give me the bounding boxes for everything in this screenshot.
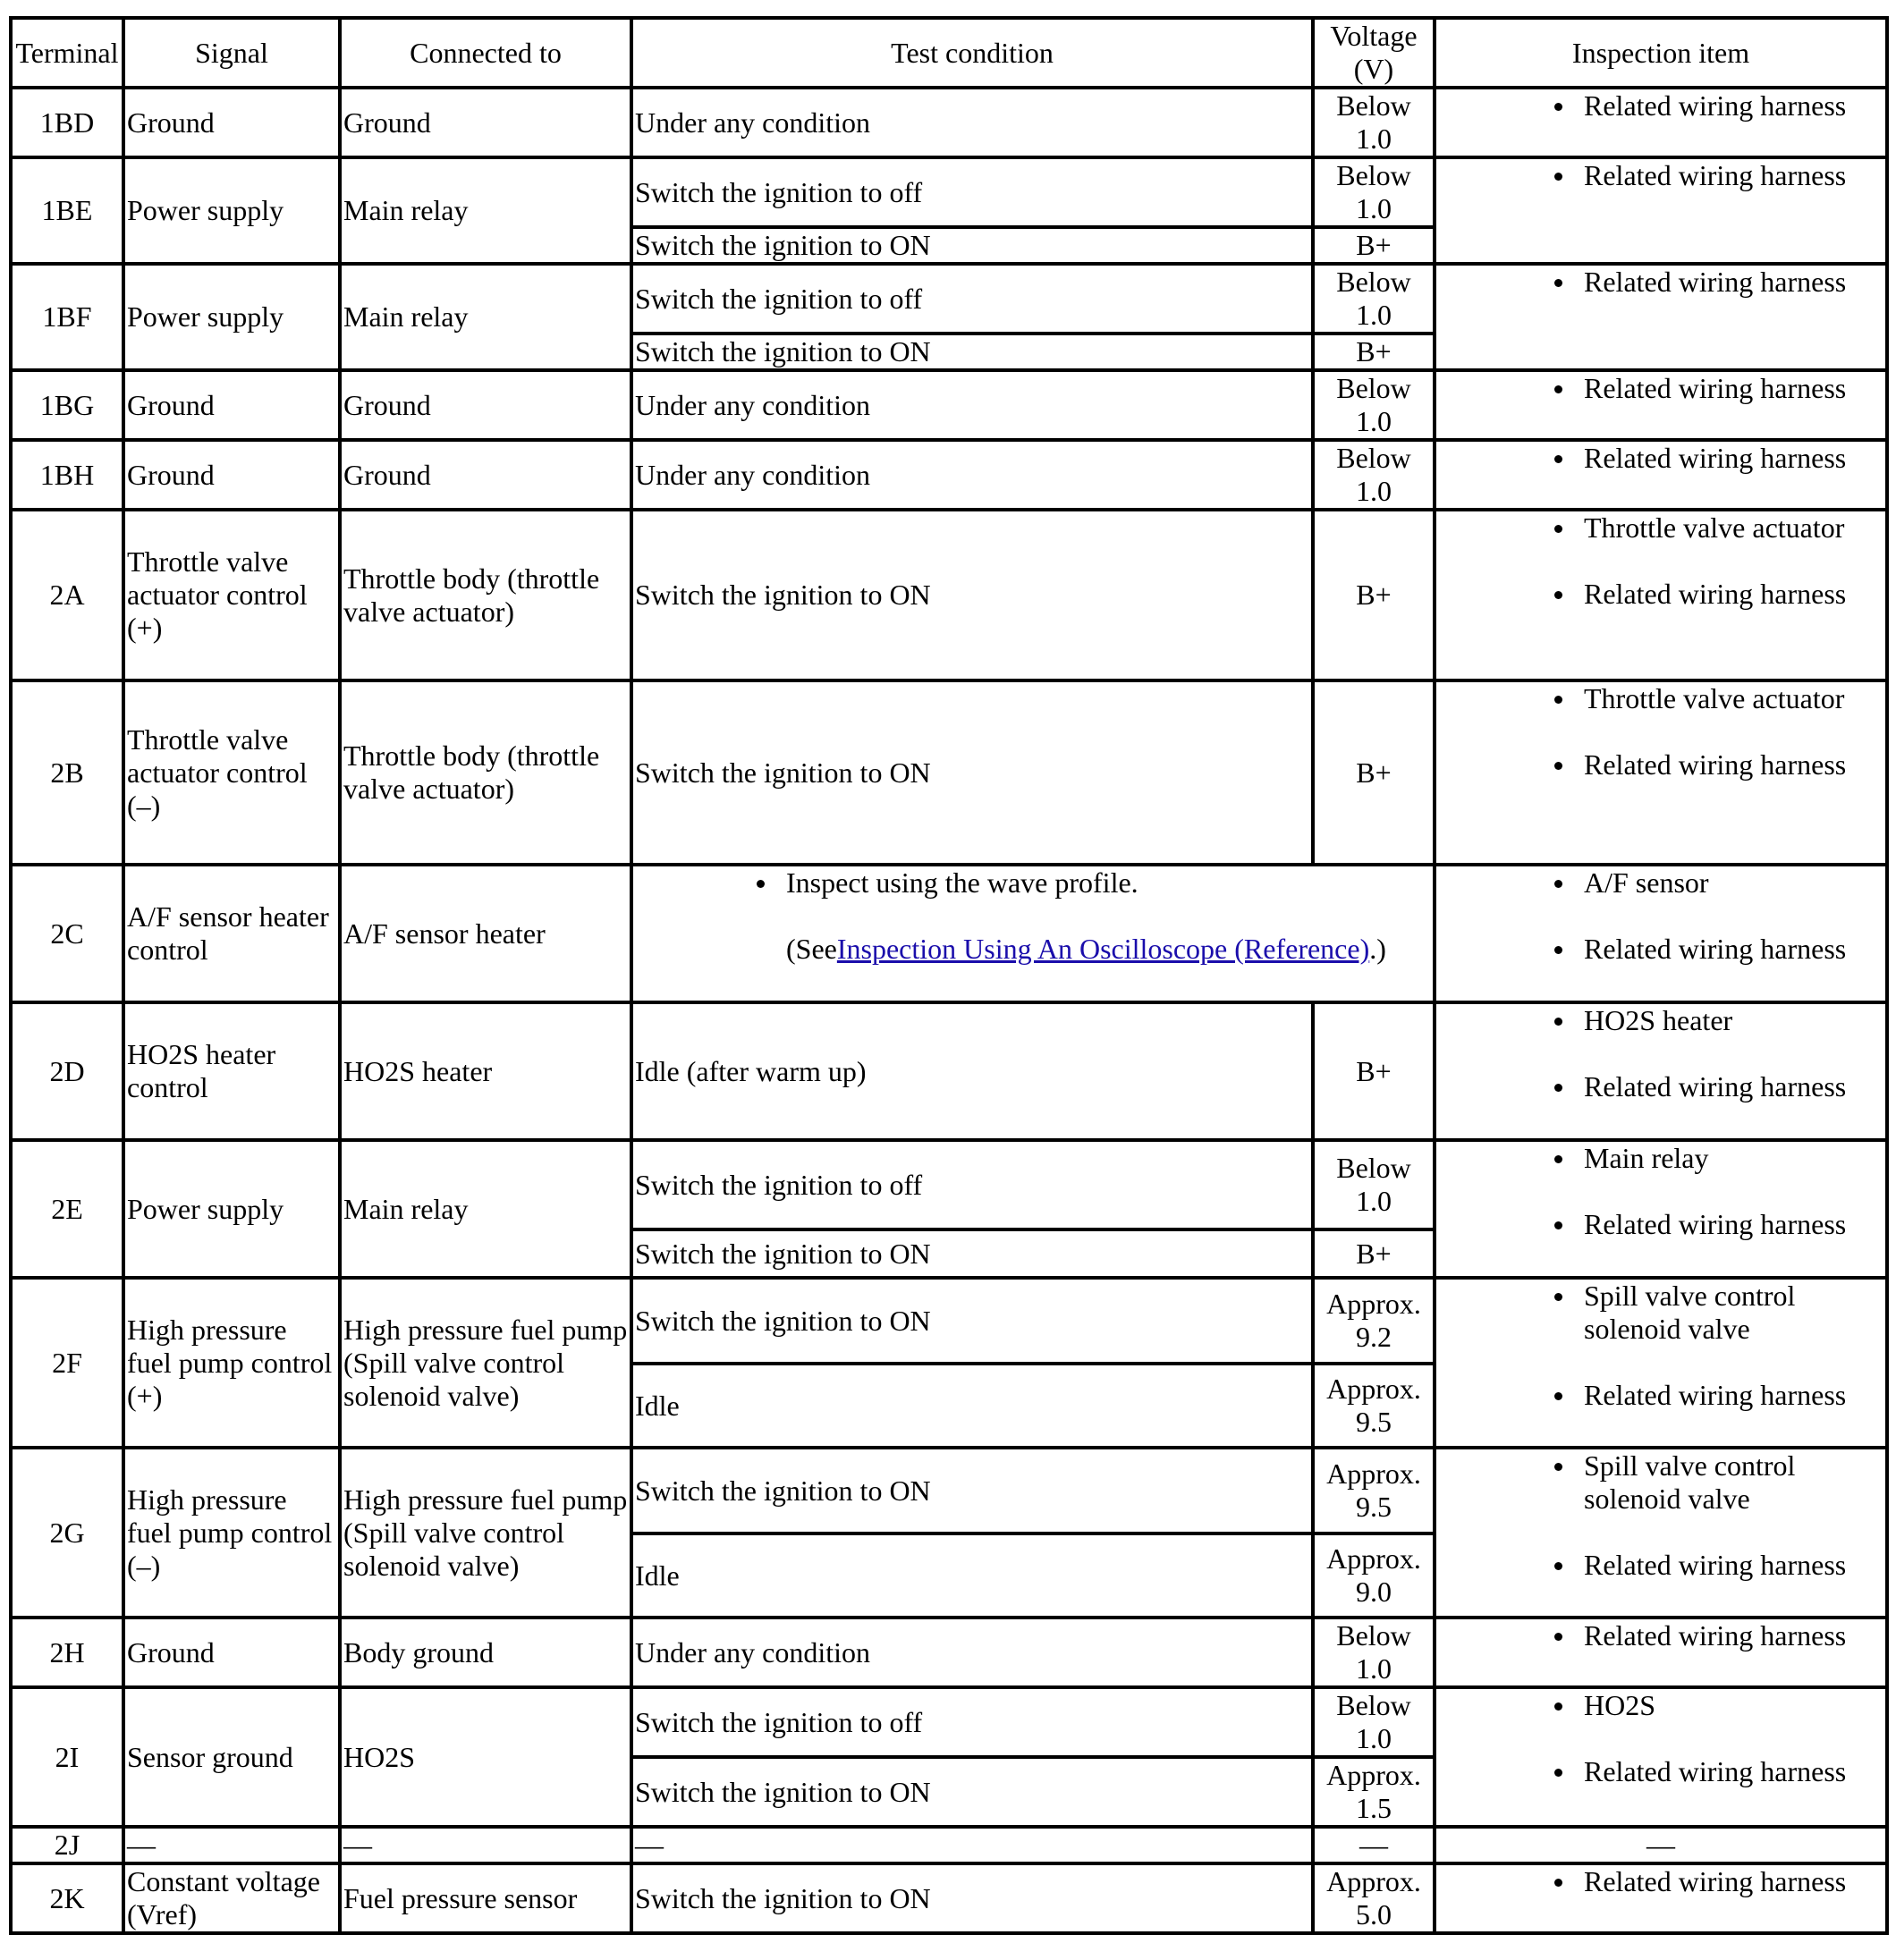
inspection-item: Main relay [1554, 1142, 1883, 1175]
header-test-condition: Test condition [631, 18, 1313, 88]
header-voltage: Voltage (V) [1313, 18, 1435, 88]
wave-profile-cell [631, 865, 1435, 1002]
connected-to-cell: Ground [340, 88, 631, 157]
terminal-cell: 2F [11, 1278, 123, 1448]
inspection-list [1554, 1142, 1883, 1241]
table-row [11, 1002, 1887, 1140]
table-row [11, 680, 1887, 865]
signal-cell: High pressure fuel pump control (+) [123, 1278, 340, 1448]
connected-to-cell: — [340, 1827, 631, 1863]
signal-cell: Constant voltage (Vref) [123, 1863, 340, 1933]
terminal-cell: 1BG [11, 370, 123, 440]
voltage-cell: B+ [1313, 227, 1435, 264]
terminal-cell: 2C [11, 865, 123, 1002]
table-row [11, 1278, 1887, 1364]
inspection-list [1554, 442, 1883, 475]
terminal-cell: 2H [11, 1618, 123, 1687]
table-body [11, 88, 1887, 1933]
connected-to-cell: HO2S [340, 1687, 631, 1827]
oscilloscope-reference-link[interactable]: Inspection Using An Oscilloscope (Reference) [836, 933, 1370, 965]
connected-to-cell: A/F sensor heater [340, 865, 631, 1002]
inspection-cell [1435, 157, 1887, 264]
voltage-cell: Below 1.0 [1313, 264, 1435, 334]
voltage-cell: Approx. 9.5 [1313, 1364, 1435, 1448]
test-condition-cell: Under any condition [631, 440, 1313, 510]
terminal-cell: 1BH [11, 440, 123, 510]
inspection-cell [1435, 1448, 1887, 1618]
inspection-item: Related wiring harness [1554, 372, 1883, 405]
signal-cell: Ground [123, 440, 340, 510]
inspection-item: Throttle valve actuator [1554, 511, 1883, 545]
document-page [9, 16, 1885, 1935]
signal-cell: Ground [123, 88, 340, 157]
signal-cell: Throttle valve actuator control (–) [123, 680, 340, 865]
terminal-cell: 1BF [11, 264, 123, 370]
test-condition-cell: Switch the ignition to ON [631, 510, 1313, 680]
inspection-item: Related wiring harness [1554, 1379, 1883, 1412]
header-connected-to: Connected to [340, 18, 631, 88]
inspection-item: Related wiring harness [1554, 933, 1883, 966]
table-row [11, 1140, 1887, 1229]
voltage-cell: Below 1.0 [1313, 88, 1435, 157]
test-condition-cell: Under any condition [631, 370, 1313, 440]
inspection-cell: — [1435, 1827, 1887, 1863]
test-condition-cell: Switch the ignition to off [631, 1687, 1313, 1757]
table-row [11, 510, 1887, 680]
table-row [11, 264, 1887, 334]
inspection-item: A/F sensor [1554, 866, 1883, 900]
test-condition-cell: Idle (after warm up) [631, 1002, 1313, 1140]
connected-to-cell: High pressure fuel pump (Spill valve control solenoid valve) [340, 1278, 631, 1448]
connected-to-cell: Main relay [340, 157, 631, 264]
header-terminal: Terminal [11, 18, 123, 88]
test-condition-cell: Switch the ignition to ON [631, 1229, 1313, 1278]
voltage-cell: B+ [1313, 680, 1435, 865]
signal-cell: HO2S heater control [123, 1002, 340, 1140]
wave-profile-note [757, 866, 1431, 966]
voltage-cell: Approx. 1.5 [1313, 1757, 1435, 1827]
signal-cell: Sensor ground [123, 1687, 340, 1827]
inspection-list [1554, 372, 1883, 405]
test-condition-cell: Switch the ignition to ON [631, 680, 1313, 865]
test-condition-cell: Switch the ignition to ON [631, 334, 1313, 370]
test-condition-cell: Idle [631, 1533, 1313, 1618]
wave-profile-bullet: Inspect using the wave profile. [757, 866, 1431, 900]
voltage-cell: Approx. 9.0 [1313, 1533, 1435, 1618]
voltage-cell: Approx. 5.0 [1313, 1863, 1435, 1933]
voltage-cell: Below 1.0 [1313, 157, 1435, 227]
inspection-cell [1435, 1140, 1887, 1278]
inspection-item: Related wiring harness [1554, 748, 1883, 781]
test-condition-cell: — [631, 1827, 1313, 1863]
terminal-cell: 2K [11, 1863, 123, 1933]
inspection-list [1554, 511, 1883, 611]
voltage-cell: Approx. 9.2 [1313, 1278, 1435, 1364]
terminal-cell: 2B [11, 680, 123, 865]
inspection-item: Related wiring harness [1554, 159, 1883, 192]
inspection-list [1554, 1449, 1883, 1582]
inspection-cell [1435, 88, 1887, 157]
inspection-cell [1435, 1618, 1887, 1687]
table-row [11, 88, 1887, 157]
header-signal: Signal [123, 18, 340, 88]
signal-cell: Power supply [123, 1140, 340, 1278]
voltage-cell: Below 1.0 [1313, 1140, 1435, 1229]
inspection-item: Related wiring harness [1554, 1549, 1883, 1582]
connected-to-cell: Fuel pressure sensor [340, 1863, 631, 1933]
inspection-list [1554, 266, 1883, 299]
signal-cell: A/F sensor heater control [123, 865, 340, 1002]
inspection-cell [1435, 680, 1887, 865]
terminal-cell: 2G [11, 1448, 123, 1618]
inspection-list [1554, 1280, 1883, 1412]
voltage-cell: B+ [1313, 510, 1435, 680]
voltage-cell: Approx. 9.5 [1313, 1448, 1435, 1533]
terminal-spec-table [9, 16, 1889, 1935]
connected-to-cell: Body ground [340, 1618, 631, 1687]
table-row [11, 865, 1887, 1002]
signal-cell: Power supply [123, 264, 340, 370]
connected-to-cell: Throttle body (throttle valve actuator) [340, 510, 631, 680]
inspection-list [1554, 866, 1883, 966]
inspection-cell [1435, 370, 1887, 440]
voltage-cell: Below 1.0 [1313, 1618, 1435, 1687]
connected-to-cell: HO2S heater [340, 1002, 631, 1140]
inspection-list [1554, 1865, 1883, 1898]
connected-to-cell: Main relay [340, 1140, 631, 1278]
see-prefix: (See [786, 933, 837, 965]
inspection-item: Related wiring harness [1554, 1619, 1883, 1652]
inspection-item: Related wiring harness [1554, 266, 1883, 299]
test-condition-cell: Switch the ignition to ON [631, 1863, 1313, 1933]
test-condition-cell: Under any condition [631, 88, 1313, 157]
test-condition-cell: Switch the ignition to ON [631, 1448, 1313, 1533]
see-suffix: .) [1369, 933, 1386, 965]
terminal-cell: 2D [11, 1002, 123, 1140]
inspection-item: Related wiring harness [1554, 1208, 1883, 1241]
test-condition-cell: Switch the ignition to ON [631, 1278, 1313, 1364]
inspection-cell [1435, 865, 1887, 1002]
signal-cell: Ground [123, 1618, 340, 1687]
inspection-cell [1435, 510, 1887, 680]
voltage-cell: Below 1.0 [1313, 1687, 1435, 1757]
table-row [11, 1863, 1887, 1933]
test-condition-cell: Idle [631, 1364, 1313, 1448]
connected-to-cell: High pressure fuel pump (Spill valve control solenoid valve) [340, 1448, 631, 1618]
terminal-cell: 2J [11, 1827, 123, 1863]
connected-to-cell: Throttle body (throttle valve actuator) [340, 680, 631, 865]
inspection-list [1554, 159, 1883, 192]
test-condition-cell: Switch the ignition to off [631, 1140, 1313, 1229]
signal-cell: — [123, 1827, 340, 1863]
table-row [11, 370, 1887, 440]
table-row [11, 1687, 1887, 1757]
signal-cell: Ground [123, 370, 340, 440]
table-row [11, 157, 1887, 227]
table-row [11, 1618, 1887, 1687]
inspection-list [1554, 1004, 1883, 1103]
voltage-cell: B+ [1313, 334, 1435, 370]
signal-cell: Power supply [123, 157, 340, 264]
header-inspection-item: Inspection item [1435, 18, 1887, 88]
inspection-item: HO2S heater [1554, 1004, 1883, 1037]
inspection-cell [1435, 1687, 1887, 1827]
inspection-item: Related wiring harness [1554, 1865, 1883, 1898]
terminal-cell: 1BD [11, 88, 123, 157]
inspection-item: Related wiring harness [1554, 442, 1883, 475]
inspection-item: Spill valve control solenoid valve [1554, 1280, 1883, 1346]
connected-to-cell: Main relay [340, 264, 631, 370]
inspection-item: Related wiring harness [1554, 1070, 1883, 1103]
voltage-cell: B+ [1313, 1229, 1435, 1278]
terminal-cell: 2I [11, 1687, 123, 1827]
test-condition-cell: Switch the ignition to off [631, 157, 1313, 227]
terminal-cell: 1BE [11, 157, 123, 264]
inspection-item: Spill valve control solenoid valve [1554, 1449, 1883, 1516]
voltage-cell: Below 1.0 [1313, 440, 1435, 510]
table-row [11, 1827, 1887, 1863]
voltage-cell: B+ [1313, 1002, 1435, 1140]
inspection-list [1554, 89, 1883, 122]
signal-cell: High pressure fuel pump control (–) [123, 1448, 340, 1618]
inspection-list [1554, 1689, 1883, 1788]
inspection-item: Related wiring harness [1554, 89, 1883, 122]
inspection-item: Related wiring harness [1554, 578, 1883, 611]
voltage-cell: Below 1.0 [1313, 370, 1435, 440]
inspection-cell [1435, 1863, 1887, 1933]
inspection-cell [1435, 264, 1887, 370]
terminal-cell: 2E [11, 1140, 123, 1278]
connected-to-cell: Ground [340, 440, 631, 510]
inspection-item: Related wiring harness [1554, 1755, 1883, 1788]
test-condition-cell: Switch the ignition to ON [631, 227, 1313, 264]
signal-cell: Throttle valve actuator control (+) [123, 510, 340, 680]
connected-to-cell: Ground [340, 370, 631, 440]
header-row [11, 18, 1887, 88]
test-condition-cell: Switch the ignition to ON [631, 1757, 1313, 1827]
inspection-cell [1435, 1002, 1887, 1140]
inspection-list [1554, 1619, 1883, 1652]
inspection-item: Throttle valve actuator [1554, 682, 1883, 715]
test-condition-cell: Under any condition [631, 1618, 1313, 1687]
inspection-cell [1435, 440, 1887, 510]
inspection-item: HO2S [1554, 1689, 1883, 1722]
terminal-cell: 2A [11, 510, 123, 680]
inspection-list [1554, 682, 1883, 781]
test-condition-cell: Switch the ignition to off [631, 264, 1313, 334]
see-reference [757, 933, 1431, 966]
inspection-cell [1435, 1278, 1887, 1448]
table-row [11, 440, 1887, 510]
voltage-cell: — [1313, 1827, 1435, 1863]
table-row [11, 1448, 1887, 1533]
